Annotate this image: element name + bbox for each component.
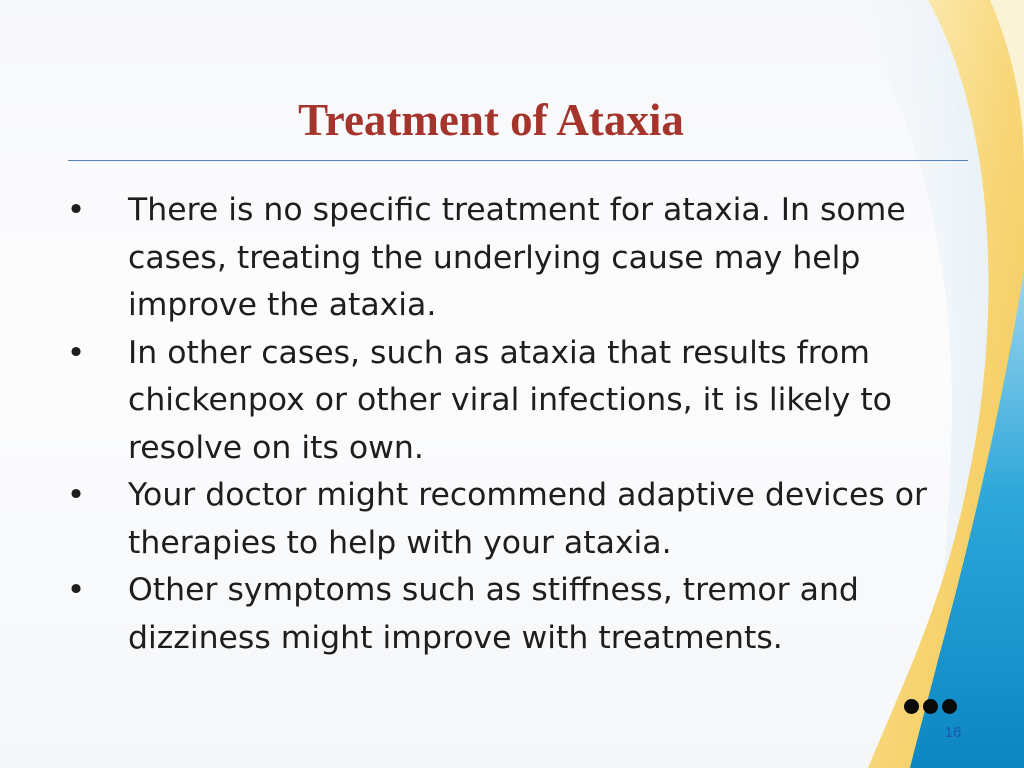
bullet-text: In other cases, such as ataxia that results from chickenpox or other viral infections, it is likely to resolve on its own. [128, 334, 892, 466]
bullet-text: Your doctor might recommend adaptive devices or therapies to help with your ataxia. [128, 477, 927, 561]
page-number: 16 [944, 724, 962, 741]
dot [904, 699, 919, 714]
dot [942, 699, 957, 714]
bullet-item [60, 330, 960, 473]
bullet-list [60, 187, 960, 662]
bullet-item [60, 187, 960, 330]
more-dots-icon [904, 699, 964, 717]
bullet-item [60, 472, 960, 567]
bullet-icon: • [66, 572, 86, 608]
bullet-icon: • [66, 334, 86, 371]
bullet-text: There is no specific treatment for ataxia. In some cases, treating the underlying cause may help improve the ataxia. [128, 192, 906, 323]
bullet-item [60, 567, 960, 662]
bullet-text: Other symptoms such as stiffness, tremor and dizziness might improve with treatments. [128, 572, 859, 656]
dot [923, 699, 938, 714]
bullet-icon: • [66, 477, 86, 513]
bullet-icon: • [66, 192, 86, 228]
slide-title: Treatment of Ataxia [298, 95, 684, 145]
title-divider [68, 160, 968, 161]
